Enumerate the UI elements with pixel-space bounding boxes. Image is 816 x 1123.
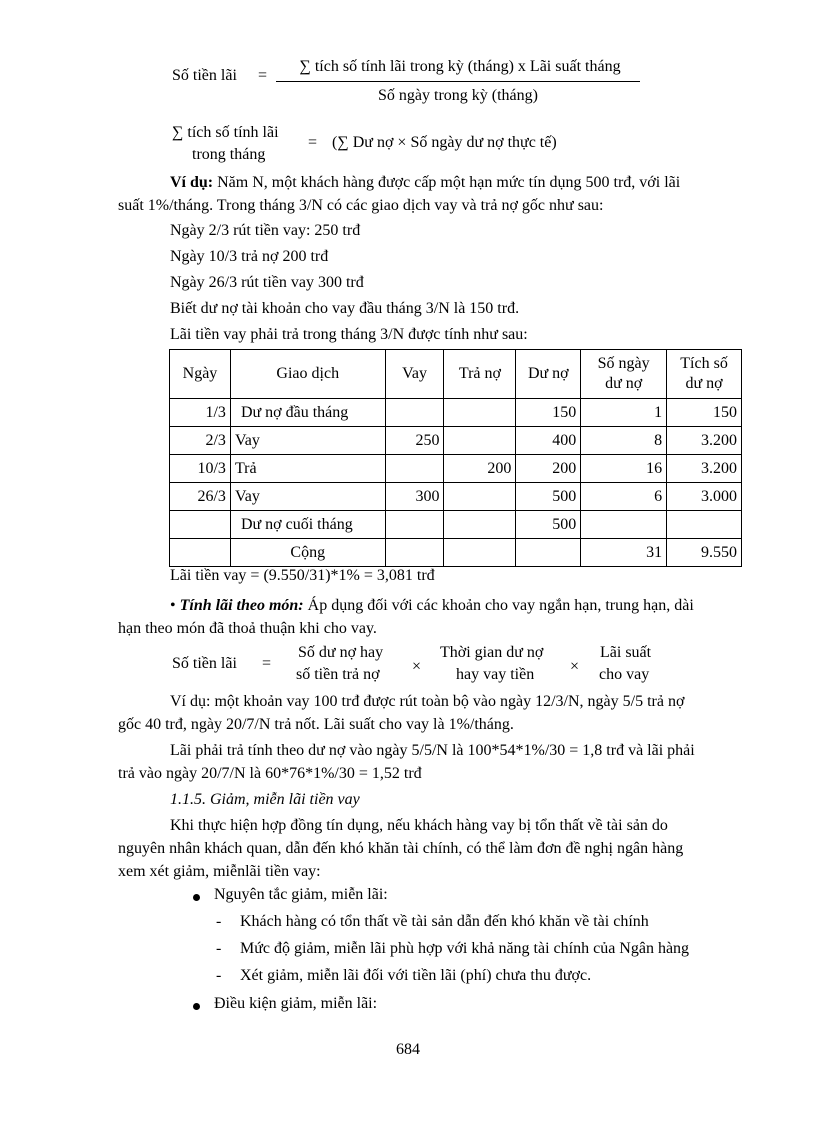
table-cell: 8 xyxy=(581,427,667,455)
table-cell: Vay xyxy=(230,483,385,511)
table-row xyxy=(170,455,742,483)
sub-item: Xét giảm, miễn lãi đối với tiền lãi (phí) chưa thu được. xyxy=(240,967,592,984)
table-cell xyxy=(581,511,667,539)
table-header-cell: Tích số dư nợ xyxy=(667,350,742,399)
formula2-lhs-line1: ∑ tích số tính lãi xyxy=(172,124,279,141)
example2-line2: gốc 40 trđ, ngày 20/7/N trả nốt. Lãi suất cho vay là 1%/tháng. xyxy=(118,716,514,733)
table-cell: 250 xyxy=(385,427,444,455)
table-cell: 200 xyxy=(444,455,516,483)
formula1-fraction-bar xyxy=(276,81,640,82)
example1-item: Biết dư nợ tài khoản cho vay đầu tháng 3/N là 150 trđ. xyxy=(170,300,520,317)
table-cell: 500 xyxy=(516,511,581,539)
formula3-term2-line2: hay vay tiền xyxy=(456,666,535,683)
table-cell xyxy=(385,511,444,539)
table-cell: 150 xyxy=(516,399,581,427)
section-by-loan-line2: hạn theo món đã thoả thuận khi cho vay. xyxy=(118,620,377,637)
table-header-cell: Số ngày dư nợ xyxy=(581,350,667,399)
table-row xyxy=(170,511,742,539)
example2-line3: Lãi phải trả tính theo dư nợ vào ngày 5/5/N là 100*54*1%/30 = 1,8 trđ và lãi phải xyxy=(170,742,695,759)
formula3-lhs: Số tiền lãi xyxy=(172,655,237,672)
table-cell: 31 xyxy=(581,539,667,567)
formula2-equals: = xyxy=(308,134,318,151)
formula2-lhs-line2: trong tháng xyxy=(192,146,266,163)
bullet-item: Nguyên tắc giảm, miễn lãi: xyxy=(214,886,388,903)
sub-item: Khách hàng có tổn thất về tài sản dẫn đến khó khăn về tài chính xyxy=(240,913,649,930)
table-cell: 1 xyxy=(581,399,667,427)
section-by-loan-text: Áp dụng đối với các khoản cho vay ngắn hạn, trung hạn, dài xyxy=(303,597,694,614)
section-para-line3: xem xét giảm, miễnlãi tiền vay: xyxy=(118,863,321,880)
example1-label: Ví dụ: xyxy=(170,174,214,191)
table-row xyxy=(170,399,742,427)
dash-marker: - xyxy=(216,940,222,957)
table-total-row xyxy=(170,539,742,567)
table-cell: 3.200 xyxy=(667,455,742,483)
table-cell: Trả xyxy=(230,455,385,483)
table-header-cell: Dư nợ xyxy=(516,350,581,399)
table-cell: 26/3 xyxy=(170,483,231,511)
formula3-term2-line1: Thời gian dư nợ xyxy=(440,644,544,661)
table-cell: 3.000 xyxy=(667,483,742,511)
formula3-term1-line2: số tiền trả nợ xyxy=(296,666,380,683)
table-cell: Dư nợ đầu tháng xyxy=(230,399,385,427)
table-cell: 500 xyxy=(516,483,581,511)
formula3-term3-line2: cho vay xyxy=(599,666,650,683)
table-cell xyxy=(385,539,444,567)
table-cell: 10/3 xyxy=(170,455,231,483)
table-row xyxy=(170,483,742,511)
interest-table xyxy=(169,349,742,567)
table-header-cell: Trả nợ xyxy=(444,350,516,399)
example1-item: Lãi tiền vay phải trả trong tháng 3/N được tính như sau: xyxy=(170,326,528,343)
table-cell: 2/3 xyxy=(170,427,231,455)
page-number: 684 xyxy=(396,1041,420,1058)
formula1-lhs: Số tiền lãi xyxy=(172,67,237,84)
bullet-icon xyxy=(193,1003,200,1010)
table-cell: 300 xyxy=(385,483,444,511)
table-header-cell: Vay xyxy=(385,350,444,399)
formula3-times1: × xyxy=(412,658,422,675)
example1-item: Ngày 10/3 trả nợ 200 trđ xyxy=(170,248,329,265)
table-cell: 400 xyxy=(516,427,581,455)
example1-intro xyxy=(118,174,746,192)
table-row xyxy=(170,427,742,455)
section-para-line1: Khi thực hiện hợp đồng tín dụng, nếu khách hàng vay bị tổn thất về tài sản do xyxy=(170,817,668,834)
example1-item: Ngày 26/3 rút tiền vay 300 trđ xyxy=(170,274,364,291)
table-cell xyxy=(385,399,444,427)
table-cell xyxy=(444,483,516,511)
table-cell: Cộng xyxy=(230,539,385,567)
table-cell xyxy=(444,427,516,455)
table-cell: 200 xyxy=(516,455,581,483)
section-by-loan-title: Tính lãi theo món: xyxy=(179,597,304,614)
table-cell xyxy=(170,539,231,567)
dash-marker: - xyxy=(216,913,222,930)
formula2-rhs: (∑ Dư nợ × Số ngày dư nợ thực tế) xyxy=(332,134,557,151)
table-cell xyxy=(444,511,516,539)
formula3-times2: × xyxy=(570,658,580,675)
section-heading: 1.1.5. Giảm, miễn lãi tiền vay xyxy=(170,791,360,808)
section-by-loan-line1 xyxy=(118,597,746,615)
formula3-term3-line1: Lãi suất xyxy=(600,644,652,661)
table-cell: 1/3 xyxy=(170,399,231,427)
table-cell: 6 xyxy=(581,483,667,511)
table-cell: 3.200 xyxy=(667,427,742,455)
table-cell xyxy=(444,399,516,427)
table-cell: 9.550 xyxy=(667,539,742,567)
table-cell xyxy=(667,511,742,539)
table-cell: Vay xyxy=(230,427,385,455)
formula3-equals: = xyxy=(262,655,272,672)
table-cell: 150 xyxy=(667,399,742,427)
example2-line1: Ví dụ: một khoản vay 100 trđ được rút toàn bộ vào ngày 12/3/N, ngày 5/5 trả nợ xyxy=(170,693,685,710)
section-para-line2: nguyên nhân khách quan, dẫn đến khó khăn tài chính, có thể làm đơn đề nghị ngân hàng xyxy=(118,840,684,857)
formula1-numerator: ∑ tích số tính lãi trong kỳ (tháng) x Lãi suất tháng xyxy=(299,58,621,75)
example1-text-line2: suất 1%/tháng. Trong tháng 3/N có các giao dịch vay và trả nợ gốc như sau: xyxy=(118,197,604,214)
table-cell xyxy=(385,455,444,483)
dash-marker: - xyxy=(216,967,222,984)
sub-item: Mức độ giảm, miễn lãi phù hợp với khả năng tài chính của Ngân hàng xyxy=(240,940,690,957)
table-header-cell: Giao dịch xyxy=(230,350,385,399)
table-cell xyxy=(516,539,581,567)
formula1-equals: = xyxy=(258,67,268,84)
example2-line4: trả vào ngày 20/7/N là 60*76*1%/30 = 1,52 trđ xyxy=(118,765,422,782)
formula1-denominator: Số ngày trong kỳ (tháng) xyxy=(378,87,538,104)
result-line: Lãi tiền vay = (9.550/31)*1% = 3,081 trđ xyxy=(170,567,435,584)
example1-item: Ngày 2/3 rút tiền vay: 250 trđ xyxy=(170,222,361,239)
table-header-cell: Ngày xyxy=(170,350,231,399)
table-header-row xyxy=(170,350,742,399)
bullet-icon xyxy=(193,894,200,901)
bullet-glyph: • xyxy=(170,597,176,614)
table-cell xyxy=(170,511,231,539)
example1-text-line1: Năm N, một khách hàng được cấp một hạn mức tín dụng 500 trđ, với lãi xyxy=(213,174,681,191)
formula3-term1-line1: Số dư nợ hay xyxy=(298,644,384,661)
table-cell xyxy=(444,539,516,567)
table-cell: Dư nợ cuối tháng xyxy=(230,511,385,539)
bullet-item: Điều kiện giảm, miễn lãi: xyxy=(214,995,378,1012)
table-cell: 16 xyxy=(581,455,667,483)
